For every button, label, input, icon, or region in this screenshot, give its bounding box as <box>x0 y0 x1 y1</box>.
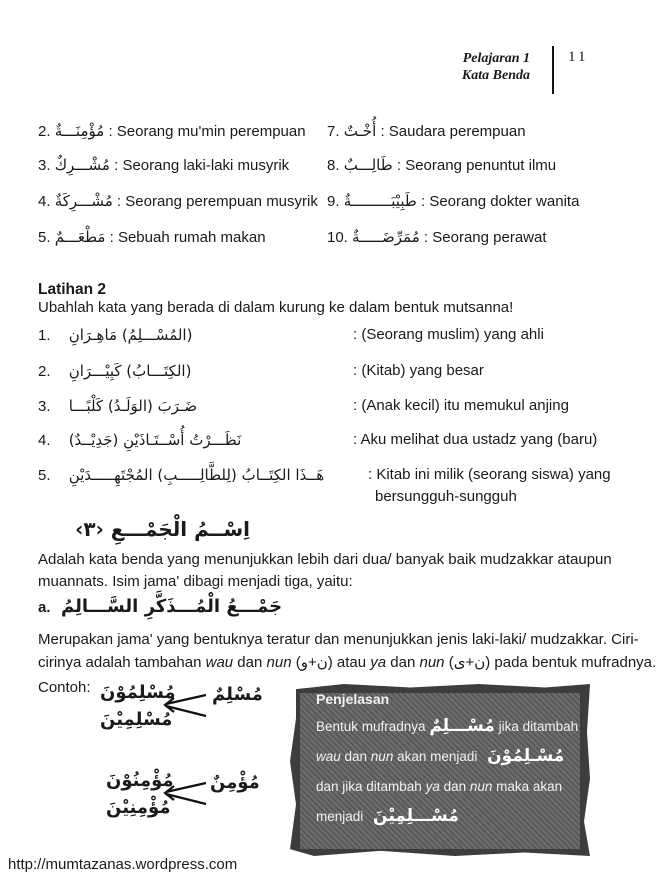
term-nun: nun <box>370 749 394 764</box>
example-plural: مُسْلِمِيْنَ <box>100 709 173 730</box>
lesson-title: Pelajaran 1 <box>462 51 530 66</box>
text-segment: dan <box>233 654 267 671</box>
subsection-arabic: جَمْـــعُ الْمُـــذَكَّرِ السَّـــالِمُ <box>60 596 283 617</box>
explanation-line <box>316 746 564 766</box>
vocab-meaning: : Sebuah rumah makan <box>109 229 266 246</box>
explanation-arabic: مُسْـلِمُوْنَ <box>487 746 565 766</box>
lesson-subtitle: Kata Benda <box>461 68 530 83</box>
vocab-meaning: : Seorang laki-laki musyrik <box>114 157 290 174</box>
vocab-number: 9. <box>327 193 340 210</box>
vocab-meaning: : Seorang perempuan musyrik <box>116 193 318 210</box>
example-singular: مُؤْمِنٌ <box>210 772 260 793</box>
double-arrow-icon <box>160 690 210 722</box>
vocab-meaning: : Seorang mu'min perempuan <box>108 123 306 140</box>
term-ya: ya <box>370 654 387 671</box>
term-wau: wau <box>205 654 234 671</box>
exercise-number: 4. <box>38 432 51 449</box>
vocab-item <box>38 192 318 210</box>
vocab-number: 7. <box>327 123 340 140</box>
vocab-arabic: طَالِـــبٌ <box>343 156 393 174</box>
description-line: Merupakan jama' yang bentuknya teratur dan menunjukkan jenis laki-laki/ mudzakkar. Ciri- <box>38 631 639 648</box>
vocab-number: 8. <box>327 157 340 174</box>
term-nun: nun <box>419 654 445 671</box>
exercise-arabic: ضَـرَبَ (الوَلَـدُ) كَلْبًـــا <box>68 397 198 415</box>
vocab-arabic: مُشْـــرِكٌ <box>54 156 110 174</box>
example-singular: مُسْلِمٌ <box>212 684 263 705</box>
example-plural: مُسْلِمُوْنَ <box>100 682 176 703</box>
explanation-line <box>316 779 562 794</box>
text-segment: cirinya adalah tambahan <box>38 654 206 671</box>
vocab-number: 10. <box>327 229 348 246</box>
exercise-number: 5. <box>38 467 51 484</box>
vocab-arabic: أُخْـتٌ <box>343 122 377 140</box>
vocab-meaning: : Seorang dokter wanita <box>420 193 580 210</box>
exercise-meaning: : Kitab ini milik (seorang siswa) yang <box>368 466 611 483</box>
vocab-number: 4. <box>38 193 51 210</box>
vocab-item <box>327 156 556 174</box>
exercise-instruction: Ubahlah kata yang berada di dalam kurung ke dalam bentuk mutsanna! <box>38 299 514 316</box>
vocab-number: 5. <box>38 229 51 246</box>
vocab-number: 3. <box>38 157 51 174</box>
text-segment: menjadi <box>316 809 364 824</box>
text-segment: maka akan <box>492 779 563 794</box>
vocab-number: 2. <box>38 123 51 140</box>
exercise-arabic: هَــذَا الكِتَــابُ (لِلطَّالِـــــبِ) المُجْتَهِـــــدَيْنِ <box>68 466 325 484</box>
exercise-meaning: : (Kitab) yang besar <box>353 362 484 379</box>
page-number: 11 <box>568 49 589 65</box>
term-nun: nun <box>469 779 493 794</box>
vocab-item <box>327 228 547 246</box>
exercise-item <box>38 397 197 415</box>
exercise-number: 2. <box>38 363 51 380</box>
text-segment: Bentuk mufradnya <box>316 719 426 734</box>
intro-line: muannats. Isim jama' dibagi menjadi tiga, yaitu: <box>38 573 353 590</box>
footer-url: http://mumtazanas.wordpress.com <box>8 856 238 873</box>
exercise-meaning-continued: bersungguh-sungguh <box>375 488 517 505</box>
example-label: Contoh: <box>38 679 91 696</box>
vocab-meaning: : Seorang perawat <box>423 229 547 246</box>
lesson-header <box>462 50 530 84</box>
vocab-item <box>38 228 266 246</box>
subsection-heading <box>38 596 282 617</box>
text-segment: dan <box>386 654 420 671</box>
double-arrow-icon <box>160 778 210 810</box>
exercise-item <box>38 362 191 380</box>
term-nun: nun <box>266 654 292 671</box>
text-segment: dan <box>340 749 371 764</box>
exercise-item <box>38 431 241 449</box>
explanation-title: Penjelasan <box>316 691 390 707</box>
intro-line: Adalah kata benda yang menunjukkan lebih dari dua/ banyak baik mudzakkar ataupun <box>38 551 612 568</box>
exercise-meaning: : (Anak kecil) itu memukul anjing <box>353 397 569 414</box>
subsection-label: a. <box>38 599 51 616</box>
explanation-arabic: مُسْـــلِمِيْنَ <box>373 806 459 826</box>
explanation-arabic: مُسْـــلِمٌ <box>429 716 495 736</box>
explanation-line <box>316 716 578 736</box>
vocab-item <box>327 122 526 140</box>
header-divider <box>552 46 554 94</box>
exercise-arabic: (المُسْـــلِمُ) مَاهِـرَانِ <box>68 326 193 344</box>
exercise-item <box>38 466 324 484</box>
example-plural: مُؤْمِنُوْنَ <box>106 770 174 791</box>
term-ya: ya <box>425 779 440 794</box>
vocab-meaning: : Saudara perempuan <box>380 123 526 140</box>
exercise-arabic: نَظَـــرْتُ أُسْــتَـاذَيْنِ (جَدِيْــدٌ) <box>68 431 242 449</box>
vocab-arabic: طَبِيْبَـــــــــةٌ <box>343 192 417 210</box>
vocab-item <box>38 156 289 174</box>
text-segment: dan <box>439 779 470 794</box>
exercise-number: 1. <box>38 327 51 344</box>
exercise-meaning: : Aku melihat dua ustadz yang (baru) <box>353 431 598 448</box>
exercise-number: 3. <box>38 398 51 415</box>
text-segment: akan menjadi <box>393 749 478 764</box>
vocab-item <box>38 122 306 140</box>
term-wau: wau <box>316 749 341 764</box>
example-plural: مُؤْمِنِيْنَ <box>106 797 171 818</box>
exercise-title: Latihan 2 <box>38 281 107 298</box>
exercise-item <box>38 326 192 344</box>
vocab-meaning: : Seorang penuntut ilmu <box>396 157 557 174</box>
section-heading-arabic: اِسْــمُ الْجَمْـــعِ ‹٣› <box>75 517 250 541</box>
explanation-line <box>316 806 459 826</box>
vocab-arabic: مُؤْمِنَـــةٌ <box>54 122 105 140</box>
text-segment: dan jika ditambah <box>316 779 426 794</box>
text-segment: jika ditambah <box>498 719 579 734</box>
exercise-meaning: : (Seorang muslim) yang ahli <box>353 326 544 343</box>
vocab-arabic: مُشْـــرِكَةٌ <box>54 192 113 210</box>
description-line <box>38 652 656 674</box>
vocab-item <box>327 192 579 210</box>
vocab-arabic: مُمَرِّضَـــــةٌ <box>352 228 420 246</box>
exercise-arabic: (الكِتَـــابُ) كَبِيْـــرَانِ <box>68 362 192 380</box>
vocab-arabic: مَطْعَـــمٌ <box>54 228 106 246</box>
text-segment: (ن+ى) pada bentuk mufradnya. <box>444 654 656 671</box>
text-segment: (ن+و) atau <box>291 654 371 671</box>
